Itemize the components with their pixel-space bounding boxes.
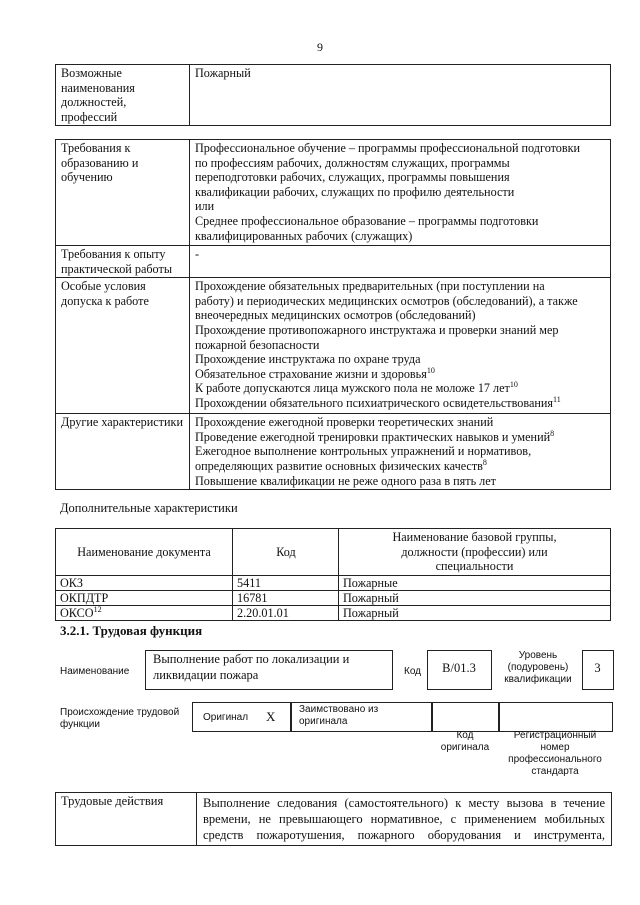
- origin-label: Происхождение трудовой функции: [60, 707, 180, 730]
- education-line-text: Профессиональное обучение – программы профессиональной подготовки: [195, 141, 581, 155]
- admission-line: [195, 308, 606, 323]
- row-name: Пожарный: [339, 590, 611, 605]
- education-row: [56, 140, 611, 246]
- col-doc-header: Наименование документа: [56, 529, 233, 576]
- education-line-text: Среднее профессиональное образование – программы подготовки: [195, 213, 539, 228]
- other-row: [56, 414, 611, 490]
- education-line: [195, 141, 606, 156]
- actions-value: [197, 793, 612, 846]
- positions-label: Возможные наименования должностей, профессий: [56, 65, 190, 126]
- page-number: 9: [317, 40, 323, 54]
- reg-number-box: [498, 702, 613, 732]
- code-label: Код: [404, 666, 422, 677]
- admission-line-text: Прохождении обязательного психиатрического освидетельствования: [195, 395, 554, 410]
- actions-line: средств пожаротушения, пожарного оборудования и инструмента,: [203, 828, 605, 842]
- education-line-text: переподготовки рабочих, служащих, программы повышения: [195, 170, 510, 185]
- other-line-text: Ежегодное выполнение контрольных упражнений и нормативов,: [195, 444, 532, 459]
- admission-line: [195, 396, 606, 411]
- other-label: Другие характеристики: [56, 414, 190, 490]
- admission-value: [190, 278, 611, 414]
- row-doc-text: ОКПДТР: [60, 590, 109, 605]
- reg-number-label: Регистрационный номер профессионального стандарта: [508, 730, 602, 777]
- positions-row: [56, 65, 611, 126]
- function-name-value: Выполнение работ по локализации и ликвидации пожара: [153, 652, 350, 682]
- education-line: [195, 229, 606, 244]
- row-code: 2.20.01.01: [233, 605, 339, 620]
- education-label: Требования к образованию и обучению: [56, 140, 190, 246]
- other-value: [190, 414, 611, 490]
- actions-row: [56, 793, 612, 846]
- admission-line: [195, 323, 606, 338]
- experience-value: -: [190, 246, 611, 278]
- borrowed-label: Заимствовано из оригинала: [299, 704, 379, 727]
- row-doc-text: ОКЗ: [60, 575, 84, 590]
- admission-line: [195, 279, 606, 294]
- original-label: Оригинал: [203, 712, 249, 723]
- admission-line-text: пожарной безопасности: [195, 337, 320, 352]
- row-doc-text: ОКСО: [60, 605, 94, 620]
- positions-table: [55, 64, 611, 126]
- function-code-value: B/01.3: [442, 661, 476, 675]
- table-row: [56, 575, 611, 590]
- education-line: [195, 170, 606, 185]
- additional-header-row: [56, 529, 611, 576]
- other-line: [195, 415, 606, 430]
- col-name-header: Наименование базовой группы, должности (профессии) или специальности: [339, 529, 611, 576]
- other-line: [195, 474, 606, 489]
- footnote-ref: 12: [93, 604, 102, 614]
- footnote-ref: 10: [426, 365, 435, 375]
- education-line-text: квалификации рабочих, служащих по профилю деятельности: [195, 184, 515, 199]
- level-value: 3: [594, 661, 601, 675]
- table-row: [56, 590, 611, 605]
- actions-label: Трудовые действия: [56, 793, 197, 846]
- admission-label: Особые условия допуска к работе: [56, 278, 190, 414]
- admission-line-text: Прохождение противопожарного инструктажа и проверки знаний мер: [195, 322, 559, 337]
- education-line-text: или: [195, 199, 215, 214]
- positions-value: Пожарный: [190, 65, 611, 126]
- other-line: [195, 459, 606, 474]
- row-code: 5411: [233, 575, 339, 590]
- row-doc: [56, 590, 233, 605]
- function-heading: 3.2.1. Трудовая функция: [60, 623, 203, 638]
- experience-label: Требования к опыту практической работы: [56, 246, 190, 278]
- footnote-ref: 11: [553, 394, 561, 404]
- education-value: [190, 140, 611, 246]
- row-code: 16781: [233, 590, 339, 605]
- other-line-text: Прохождение ежегодной проверки теоретических знаний: [195, 415, 494, 430]
- experience-row: [56, 246, 611, 278]
- admission-line: [195, 381, 606, 396]
- row-name: Пожарный: [339, 605, 611, 620]
- other-line: [195, 444, 606, 459]
- row-name: Пожарные: [339, 575, 611, 590]
- actions-line: времени, не превышающего нормативное, с применением мобильных: [203, 812, 605, 826]
- admission-line-text: Прохождение обязательных предварительных (при поступлении на: [195, 279, 545, 294]
- col-code-header: Код: [233, 529, 339, 576]
- row-doc: [56, 605, 233, 620]
- admission-line-text: К работе допускаются лица мужского пола не моложе 17 лет: [195, 381, 510, 396]
- admission-line: [195, 352, 606, 367]
- admission-line: [195, 338, 606, 353]
- education-line-text: квалифицированных рабочих (служащих): [195, 228, 413, 243]
- admission-line-text: Прохождение инструктажа по охране труда: [195, 352, 421, 367]
- education-line: [195, 199, 606, 214]
- admission-line-text: работу) и периодических медицинских осмотров (обследований), а также: [195, 293, 578, 308]
- admission-line-text: внеочередных медицинских осмотров (обследований): [195, 308, 476, 323]
- table-row: [56, 605, 611, 620]
- education-line: [195, 156, 606, 171]
- other-line-text: Проведение ежегодной тренировки практических навыков и умений: [195, 429, 551, 444]
- code-original-label: Код оригинала: [440, 730, 490, 753]
- original-mark: X: [266, 709, 276, 724]
- requirements-table: [55, 139, 611, 490]
- footnote-ref: 10: [509, 380, 518, 390]
- additional-table: [55, 528, 611, 621]
- other-line: [195, 430, 606, 445]
- other-line-text: определяющих развитие основных физических качеств: [195, 458, 483, 473]
- admission-row: [56, 278, 611, 414]
- row-doc: [56, 575, 233, 590]
- education-line: [195, 185, 606, 200]
- education-line: [195, 214, 606, 229]
- admission-line: [195, 294, 606, 309]
- additional-heading: Дополнительные характеристики: [60, 501, 238, 515]
- name-label: Наименование: [60, 666, 130, 677]
- actions-line: Выполнение следования (самостоятельного) к месту вызова в течение: [203, 796, 605, 810]
- education-line-text: по профессиям рабочих, должностям служащих, программы: [195, 155, 510, 170]
- code-original-box: [431, 702, 500, 732]
- admission-line-text: Обязательное страхование жизни и здоровья: [195, 366, 427, 381]
- other-line-text: Повышение квалификации не реже одного раза в пять лет: [195, 473, 496, 488]
- actions-table: [55, 792, 612, 846]
- level-label: Уровень (подуровень) квалификации: [504, 650, 572, 685]
- admission-line: [195, 367, 606, 382]
- footnote-ref: 8: [550, 428, 555, 438]
- footnote-ref: 8: [482, 457, 487, 467]
